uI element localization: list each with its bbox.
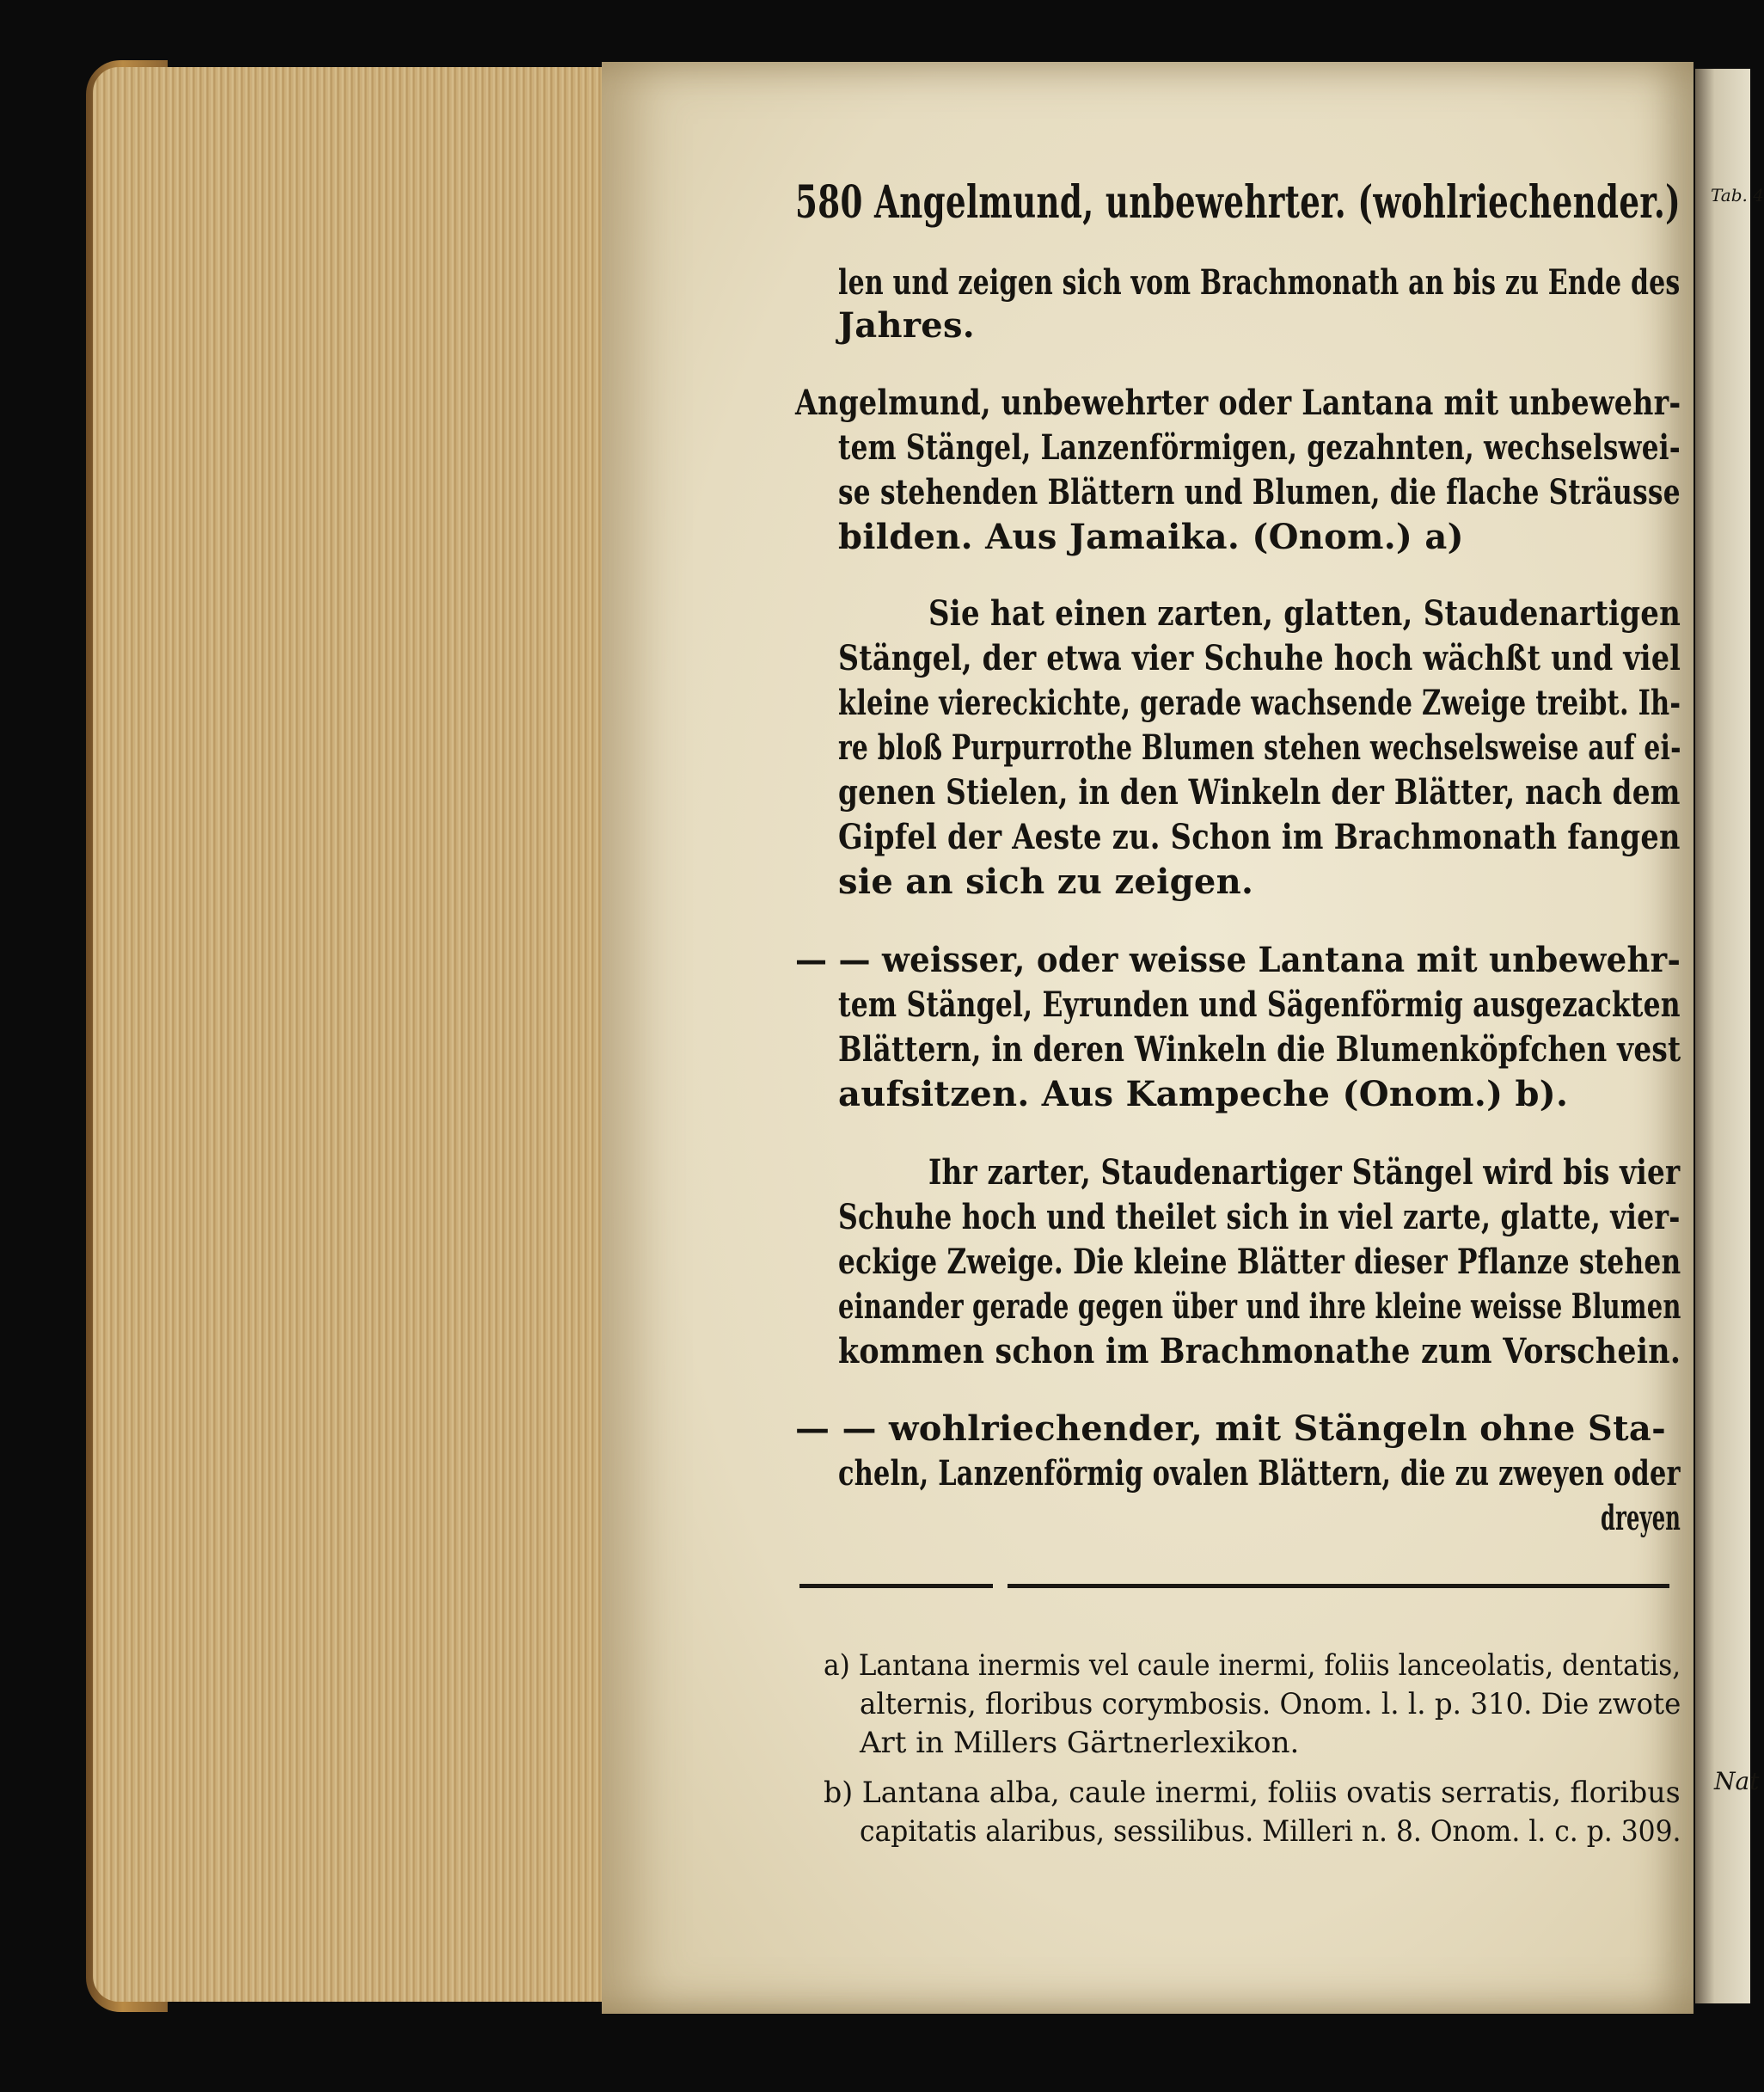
body-line: Blättern, in deren Winkeln die Blumenköpfchen vest — [838, 1029, 1681, 1070]
body-line: len und zeigen sich vom Brachmonath an bis zu Ende des — [838, 262, 1681, 303]
body-line: bilden. Aus Jamaika. (Onom.) a) — [838, 517, 1464, 557]
body-line: Gipfel der Aeste zu. Schon im Brachmonath fangen — [838, 817, 1681, 857]
footnote-line: a) Lantana inermis vel caule inermi, foliis lanceolatis, dentatis, — [824, 1648, 1681, 1683]
body-line: einander gerade gegen über und ihre kleine weisse Blumen — [838, 1286, 1681, 1327]
body-line: eckige Zweige. Die kleine Blätter dieser Pflanze stehen — [838, 1242, 1681, 1282]
catchword: dreyen — [1601, 1498, 1681, 1538]
body-line: Schuhe hoch und theilet sich in viel zarte, glatte, vier- — [838, 1197, 1681, 1237]
body-line: tem Stängel, Eyrunden und Sägenförmig ausgezackten — [838, 985, 1681, 1025]
next-page-sliver — [1695, 69, 1750, 2003]
next-page-label-top: Tab. 4 — [1711, 185, 1764, 206]
page-block-edge — [93, 67, 609, 2002]
running-title: Angelmund, unbewehrter. (wohlriechender.) — [873, 176, 1681, 229]
footnote-rule-right — [1008, 1584, 1669, 1588]
body-line: se stehenden Blättern und Blumen, die flache Sträusse — [838, 472, 1681, 512]
footnote-line: alternis, floribus corymbosis. Onom. l. l. p. 310. Die zwote — [860, 1687, 1681, 1721]
footnote-line: b) Lantana alba, caule inermi, foliis ovatis serratis, floribus — [824, 1776, 1681, 1810]
footnote-line: Art in Millers Gärtnerlexikon. — [860, 1726, 1300, 1760]
body-line: Ihr zarter, Staudenartiger Stängel wird bis vier — [928, 1152, 1681, 1193]
body-line: Jahres. — [838, 305, 975, 346]
body-line: tem Stängel, Lanzenförmigen, gezahnten, wechselswei- — [838, 427, 1681, 468]
entry-heading: Angelmund, unbewehrter oder Lantana mit unbewehr- — [795, 383, 1681, 423]
page-header — [795, 176, 1681, 229]
next-page-label-bottom: Nat — [1714, 1767, 1760, 1795]
body-line: kommen schon im Brachmonathe zum Vorschein. — [838, 1331, 1681, 1371]
body-line: Stängel, der etwa vier Schuhe hoch wächßt und viel — [838, 638, 1681, 678]
body-line: re bloß Purpurrothe Blumen stehen wechselsweise auf ei- — [838, 727, 1681, 768]
body-line: genen Stielen, in den Winkeln der Blätter, nach dem — [838, 772, 1681, 813]
body-line: aufsitzen. Aus Kampeche (Onom.) b). — [838, 1074, 1569, 1114]
footnote-rule-left — [799, 1584, 993, 1588]
body-line: sie an sich zu zeigen. — [838, 862, 1254, 902]
body-line: Sie hat einen zarten, glatten, Staudenartigen — [928, 593, 1681, 634]
body-line: cheln, Lanzenförmig ovalen Blättern, die zu zweyen oder — [838, 1453, 1681, 1494]
body-line: kleine viereckichte, gerade wachsende Zweige treibt. Ih- — [838, 683, 1681, 723]
footnote-line: capitatis alaribus, sessilibus. Milleri n. 8. Onom. l. c. p. 309. — [860, 1814, 1681, 1849]
entry-heading: — — weisser, oder weisse Lantana mit unbewehr- — [795, 940, 1681, 980]
entry-heading: — — wohlriechender, mit Stängeln ohne Sta- — [795, 1408, 1666, 1449]
page-number: 580 — [795, 176, 863, 229]
